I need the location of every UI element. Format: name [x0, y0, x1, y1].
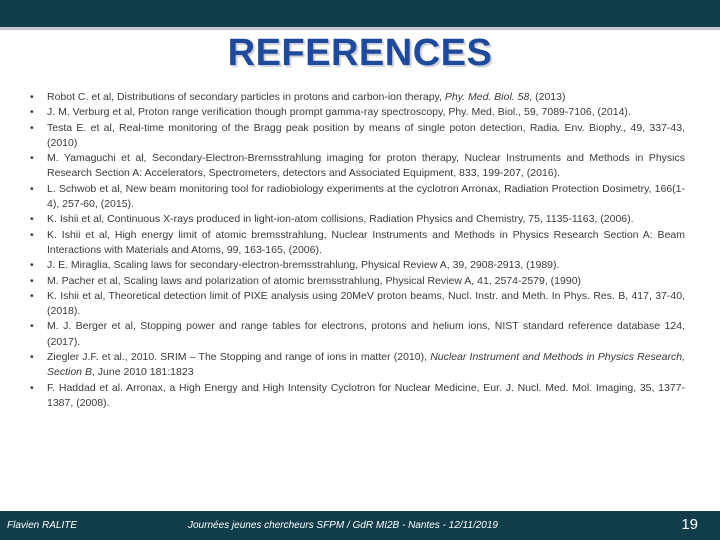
reference-item — [30, 289, 685, 320]
bullet-icon: • — [30, 289, 34, 302]
reference-text: Robot C. et al, Distributions of secondary particles in protons and carbon-ion therapy, — [47, 91, 445, 103]
bullet-icon: • — [30, 259, 34, 272]
reference-item — [30, 182, 685, 213]
reference-text: M. J. Berger et al, Stopping power and range tables for electrons, protons and helium ions, NIST standard reference database 124, (2017). — [47, 320, 685, 348]
bullet-icon: • — [30, 228, 34, 241]
reference-item — [30, 319, 685, 350]
reference-text: , June 2010 181:1823 — [91, 366, 194, 379]
reference-text: F. Haddad et al. Arronax, a High Energy and High Intensity Cyclotron for Nuclear Medicine, Eur. J. Nucl. Med. Mol. Imaging, 35, 1377-1387, (2008). — [47, 381, 685, 409]
reference-item — [30, 121, 685, 152]
bullet-icon: • — [30, 152, 34, 165]
footer-author: Flavien RALITE — [7, 520, 78, 531]
bullet-icon: • — [30, 182, 34, 195]
reference-item — [30, 350, 685, 381]
reference-item — [30, 90, 685, 105]
bullet-icon: • — [30, 91, 34, 103]
reference-item — [30, 258, 685, 273]
bullet-icon: • — [30, 320, 34, 333]
reference-text: Testa E. et al, Real-time monitoring of the Bragg peak position by means of single poton detection, Radia. Env. Biophy., 49, 337-43, (2010) — [47, 121, 685, 149]
bullet-icon: • — [30, 274, 34, 287]
reference-text: Ziegler J.F. et al., 2010. SRIM – The Stopping and range of ions in matter (2010), — [47, 351, 431, 364]
footer-bar — [0, 511, 720, 540]
reference-text: J. E. Miraglia, Scaling laws for secondary-electron-bremsstrahlung, Physical Review A, 39, 2908-2913, (1989). — [47, 259, 560, 272]
reference-item — [30, 105, 685, 120]
reference-item — [30, 151, 685, 182]
reference-text: K. Ishii et al, Theoretical detection limit of PIXE analysis using 20MeV proton beams, Nucl. Instr. and Meth. In Phys. Res. B, 417, 37-40, (2018). — [47, 289, 685, 318]
reference-item — [30, 228, 685, 259]
reference-journal: Nuclear Instrument and Methods in Physics Research, Section B — [47, 351, 685, 379]
reference-item — [30, 212, 685, 227]
reference-list — [30, 90, 685, 411]
reference-text: K. Ishii et al, Continuous X-rays produced in light-ion-atom collisions, Radiation Physics and Chemistry, 75, 1135-1163, (2006). — [47, 213, 634, 226]
bullet-icon: • — [30, 351, 34, 364]
reference-text: M. Yamaguchi et al, Secondary-Electron-Bremsstrahlung imaging for proton therapy, Nuclear Instruments and Methods in Physics Research Section A: Accelerators, Spectrometers, detectors and Associated Equipment, 833, 199-207, (2016). — [47, 152, 685, 180]
reference-text: J. M. Verburg et al, Proton range verification though prompt gamma-ray spectroscopy, Phy. Med. Biol., 59, 7089-7106, (2014). — [47, 106, 631, 119]
reference-item — [30, 274, 685, 289]
page-number: 19 — [681, 516, 698, 533]
bullet-icon: • — [30, 121, 34, 134]
slide-title: REFERENCES — [227, 32, 493, 74]
reference-text: , (2013) — [529, 91, 566, 103]
reference-text: M. Pacher et al, Scaling laws and polarization of atomic bremsstrahlung, Physical Review A, 41, 2574-2579, (1990) — [47, 274, 582, 287]
bullet-icon: • — [30, 381, 34, 394]
footer-event: Journées jeunes chercheurs SFPM / GdR MI2B - Nantes - 12/11/2019 — [188, 520, 498, 531]
bullet-icon: • — [30, 106, 34, 119]
reference-text: L. Schwob et al, New beam monitoring tool for radiobiology experiments at the cyclotron Arronax, Radiation Protection Dosimetry, 166(1-4), 257-60, (2015). — [47, 182, 685, 211]
header-bar — [0, 0, 720, 27]
reference-text: K. Ishii et al, High energy limit of atomic bremsstrahlung, Nuclear Instruments and Methods in Physics Research Section A: Beam Interactions with Materials and Atoms, 99, 163-165, (2006). — [47, 228, 685, 256]
reference-item — [30, 381, 685, 412]
reference-journal: Phy. Med. Biol. 58 — [444, 91, 530, 103]
bullet-icon: • — [30, 213, 34, 226]
